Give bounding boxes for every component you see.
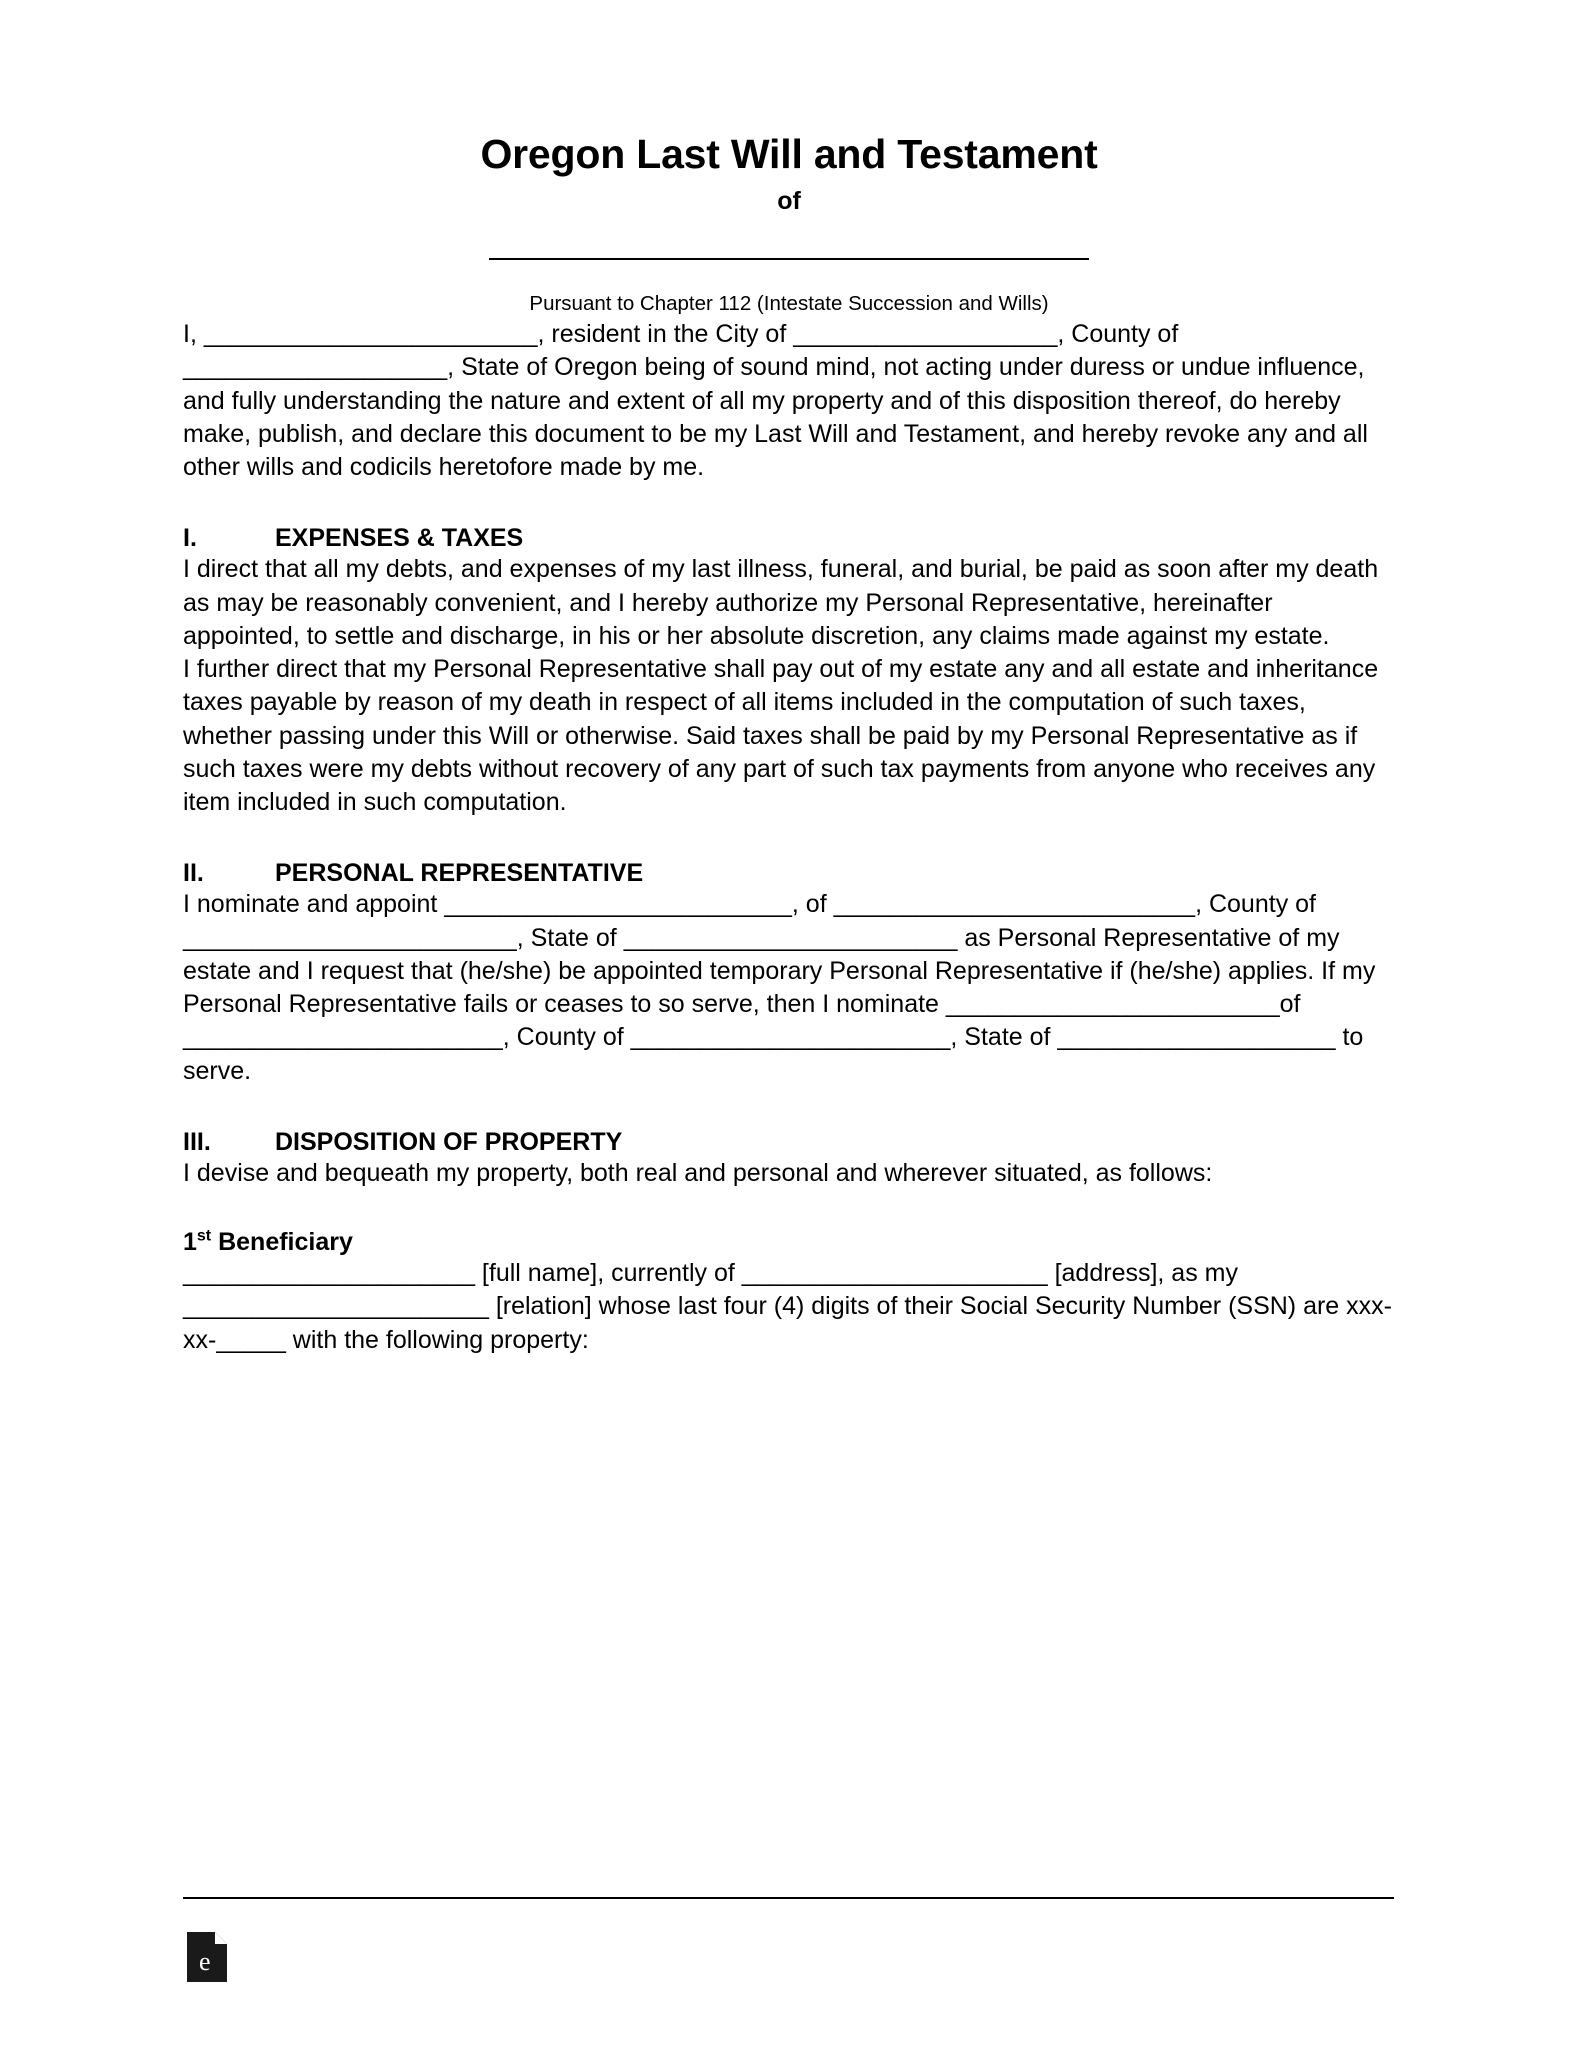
section-iii-paragraph-1: I devise and bequeath my property, both real and personal and wherever situated, as follows: [183, 1158, 1213, 1187]
section-number-iii: III. [183, 1127, 211, 1156]
first-beneficiary-heading [183, 1228, 1395, 1257]
section-number-ii: II. [183, 859, 204, 888]
testator-name-blank-line [489, 258, 1089, 260]
eforms-logo-icon [185, 1930, 229, 1984]
svg-text:e: e [199, 1947, 211, 1976]
pursuant-statute-line: Pursuant to Chapter 112 (Intestate Succession and Wills) [529, 292, 1049, 316]
section-ii-paragraph-1: I nominate and appoint _________________________, of __________________________, County of ________________________, State of ________________________ as Personal Representative of my estate and I request that (he/she) be appointed temporary Personal Representative if (he/she) applies. If my Personal Representative fails or ceases to so serve, then I nominate ________________________of _______________________, County of _______________________, State of ____________________ to serve. [183, 890, 1376, 1085]
section-title-i: EXPENSES & TAXES [275, 524, 524, 553]
beneficiary-ordinal-suffix: st [196, 1227, 212, 1245]
footer-divider [183, 1897, 1394, 1899]
section-title-ii: PERSONAL REPRESENTATIVE [275, 859, 644, 888]
section-i-paragraph-2: I further direct that my Personal Representative shall pay out of my estate any and all estate and inheritance taxes payable by reason of my death in respect of all items included in the computation of such taxes, whether passing under this Will or otherwise. Said taxes shall be paid by my Personal Representative as if such taxes were my debts without recovery of any part of such tax payments from anyone who receives any item included in such computation. [183, 655, 1379, 817]
section-i-paragraph-1: I direct that all my debts, and expenses of my last illness, funeral, and burial, be paid as soon after my death as may be reasonably convenient, and I hereby authorize my Personal Representative, hereinafter appointed, to settle and discharge, in his or her absolute discretion, any claims made against my estate. [183, 555, 1379, 650]
title-of-label: of [777, 187, 801, 216]
document-body [183, 130, 1395, 1357]
section-heading-ii [183, 859, 1395, 888]
beneficiary-label: Beneficiary [211, 1228, 353, 1257]
beneficiary-ordinal-number: 1 [183, 1228, 197, 1257]
page-title: Oregon Last Will and Testament [480, 131, 1098, 177]
section-number-i: I. [183, 524, 197, 553]
section-heading-iii [183, 1128, 1395, 1157]
first-beneficiary-paragraph: _____________________ [full name], currently of ______________________ [address], as my ______________________ [relation] whose last four (4) digits of their Social Security Number (SSN) are xxx-xx-_____ with the following property: [183, 1259, 1392, 1354]
intro-paragraph: I, ________________________, resident in the City of ___________________, County of ___________________, State of Oregon being of sound mind, not acting under duress or undue influence, and fully understanding the nature and extent of all my property and of this disposition thereof, do hereby make, publish, and declare this document to be my Last Will and Testament, and hereby revoke any and all other wills and codicils heretofore made by me. [183, 320, 1368, 482]
section-heading-i [183, 524, 1395, 553]
section-title-iii: DISPOSITION OF PROPERTY [275, 1127, 623, 1156]
